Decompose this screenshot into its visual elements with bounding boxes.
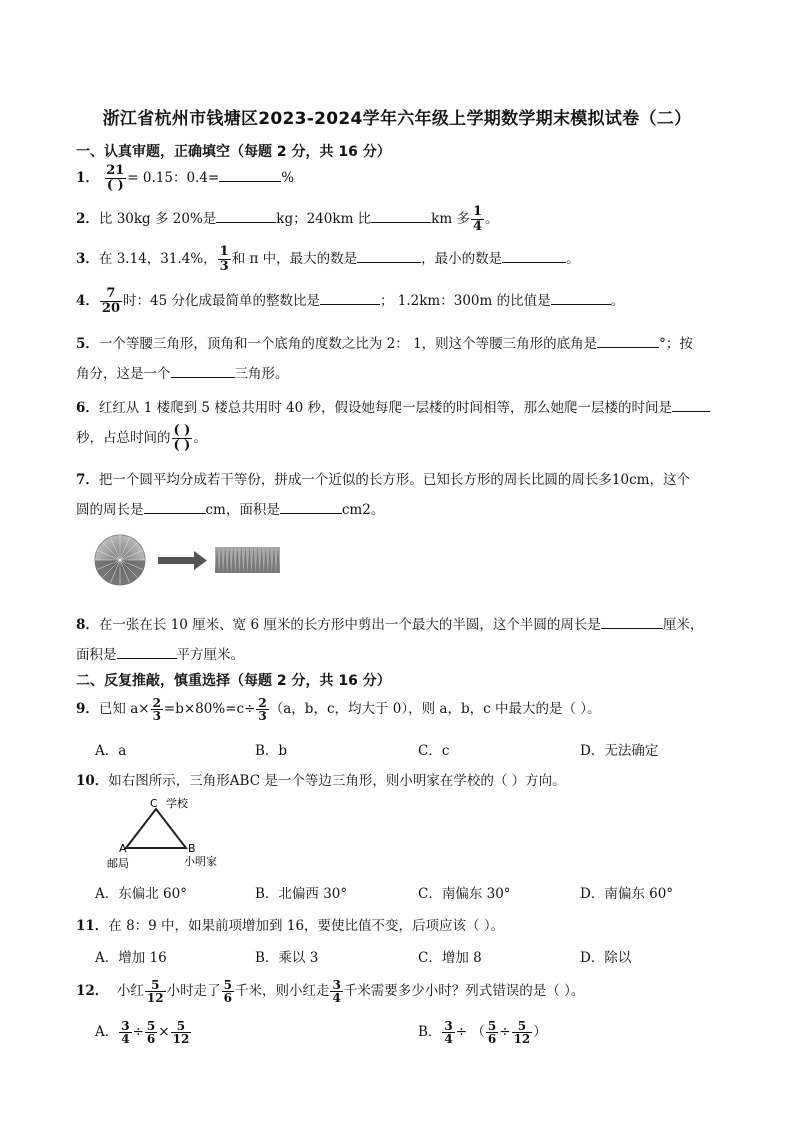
fraction: $\frac{1}{3}$	[219, 244, 229, 274]
question-8-line-2: 面积是 平方厘米。	[76, 647, 244, 663]
question-8-line-1: 8．在一张在长 10 厘米、宽 6 厘米的长方形中剪出一个最大的半圆，这个半圆的周长是 厘米，	[76, 617, 704, 633]
question-6-line-2: 秒，占总时间的 $\frac{( )}{( )}$ 。	[76, 423, 207, 453]
answer-blank[interactable]	[144, 501, 206, 514]
vertex-c-label: C	[150, 797, 158, 810]
fraction: $\frac{3}{4}$	[332, 978, 341, 1005]
fraction: $\frac{21}{( )}$	[106, 163, 125, 193]
option-d[interactable]: D．除以	[580, 950, 632, 966]
post-office-label: 邮局	[107, 857, 129, 870]
option-a[interactable]: A．东偏北 60°	[95, 886, 187, 902]
fraction: $\frac{2}{3}$	[152, 696, 161, 723]
question-5-line-1: 5．一个等腰三角形，顶角和一个底角的度数之比为 2： 1，则这个等腰三角形的底角是 °；按	[76, 336, 693, 352]
answer-blank[interactable]	[371, 210, 431, 223]
question-9: 9．已知 a× $\frac{2}{3}$ =b×80%=c÷ $\frac{2}{3}$ （a，b，c，均大于 0），则 a，b，c 中最大的是（ ）。	[76, 696, 601, 723]
answer-blank[interactable]	[551, 292, 611, 305]
option-b[interactable]: B．b	[255, 743, 288, 759]
answer-blank[interactable]	[171, 365, 235, 378]
fraction: $\frac{( )}{( )}$	[173, 423, 191, 453]
answer-blank[interactable]	[672, 399, 710, 412]
section-heading-1: 一、认真审题，正确填空（每题 2 分，共 16 分）	[76, 144, 391, 160]
triangle-diagram	[100, 795, 240, 873]
option-a[interactable]: A． $\frac{3}{4}$ ÷ $\frac{5}{6}$ × $\frac{5}{12}$	[95, 1019, 190, 1046]
school-label: 学校	[166, 797, 188, 810]
option-c[interactable]: C．增加 8	[418, 950, 482, 966]
answer-blank[interactable]	[216, 210, 276, 223]
circle-to-rectangle-figure	[94, 534, 290, 586]
answer-blank[interactable]	[502, 250, 566, 263]
question-7-line-2: 圆的周长是 cm，面积是 cm2。	[76, 502, 385, 518]
question-4: 4． $\frac{7}{20}$ 时：45 分化成最简单的整数比是 ； 1.2km：300m 的比值是 。	[76, 286, 625, 316]
question-7-line-1: 7．把一个圆平均分成若干等份，拼成一个近似的长方形。已知长方形的周长比圆的周长多10cm，这个	[76, 472, 690, 488]
question-12: 12． 小红 $\frac{5}{12}$ 小时走了 $\frac{5}{6}$ 千米，则小红走 $\frac{3}{4}$ 千米需要多少小时？列式错误的是（ ）。	[76, 978, 585, 1005]
arrow-right-icon	[158, 551, 207, 570]
question-3: 3．在 3.14，31.4%， $\frac{1}{3}$ 和 π 中，最大的数是 ，最小的数是 。	[76, 244, 580, 274]
option-b[interactable]: B． $\frac{3}{4}$ ÷ （ $\frac{5}{6}$ ÷ $\frac{5}{12}$ ）	[418, 1019, 547, 1046]
answer-blank[interactable]	[357, 250, 421, 263]
question-10: 10．如右图所示，三角形ABC 是一个等边三角形，则小明家在学校的（ ）方向。	[76, 773, 566, 789]
answer-blank[interactable]	[280, 501, 342, 514]
question-2: 2．比 30kg 多 20%是 kg；240km 比 km 多 $\frac{1}{4}$ 。	[76, 204, 499, 234]
question-11: 11．在 8：9 中，如果前项增加到 16，要使比值不变，后项应该（ ）。	[76, 918, 505, 934]
vertex-b-label: B	[188, 842, 196, 855]
answer-blank[interactable]	[601, 616, 663, 629]
option-b[interactable]: B．北偏西 30°	[255, 886, 348, 902]
option-d[interactable]: D．南偏东 60°	[580, 886, 674, 902]
fraction: $\frac{5}{12}$	[146, 978, 164, 1005]
option-a[interactable]: A．增加 16	[95, 950, 167, 966]
fraction: $\frac{2}{3}$	[258, 696, 267, 723]
vertex-a-label: A	[119, 842, 127, 855]
answer-blank[interactable]	[597, 335, 659, 348]
question-1: 1． $\frac{21}{( )}$ = 0.15：0.4= %	[76, 163, 295, 193]
option-a[interactable]: A．a	[95, 743, 127, 759]
question-6-line-1: 6．红红从 1 楼爬到 5 楼总共用时 40 秒，假设她每爬一层楼的时间相等，那么她爬一层楼的时间是	[76, 396, 710, 416]
option-d[interactable]: D．无法确定	[580, 743, 659, 759]
zigzag-rectangle-icon	[215, 547, 280, 573]
section-heading-2: 二、反复推敲，慎重选择（每题 2 分，共 16 分）	[76, 673, 391, 689]
fraction: $\frac{5}{6}$	[223, 978, 232, 1005]
answer-blank[interactable]	[320, 292, 380, 305]
divided-circle-icon	[95, 535, 145, 585]
equilateral-triangle	[126, 809, 186, 848]
option-c[interactable]: C．c	[418, 743, 450, 759]
answer-blank[interactable]	[219, 169, 281, 182]
option-c[interactable]: C．南偏东 30°	[418, 886, 511, 902]
page-title: 浙江省杭州市钱塘区2023-2024学年六年级上学期数学期末模拟试卷（二）	[102, 109, 692, 129]
answer-blank[interactable]	[117, 646, 177, 659]
question-5-line-2: 角分，这是一个 三角形。	[76, 366, 289, 382]
home-label: 小明家	[184, 855, 217, 868]
fraction: $\frac{7}{20}$	[101, 286, 120, 316]
option-b[interactable]: B．乘以 3	[255, 950, 319, 966]
fraction: $\frac{1}{4}$	[472, 204, 482, 234]
